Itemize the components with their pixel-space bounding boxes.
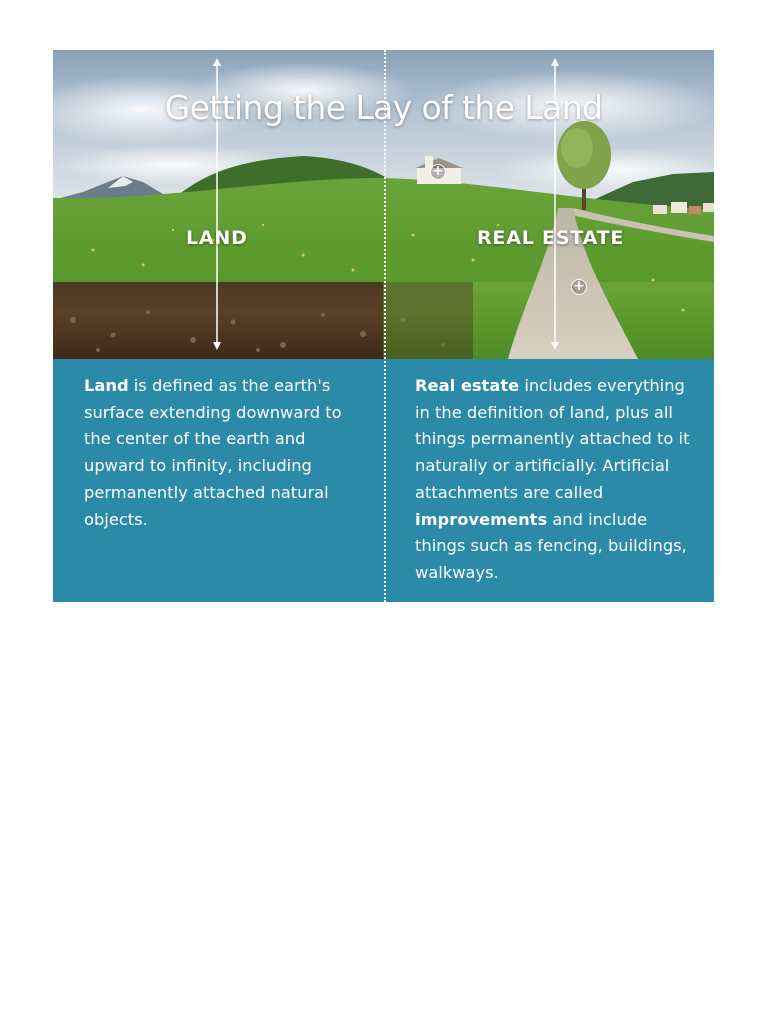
plus-circle-icon: +: [571, 279, 587, 295]
real-estate-definition-text-2: and include things such as fencing, buildings, walkways.: [415, 509, 687, 582]
real-estate-definition-text-1: includes everything in the definition of land, plus all things permanently attached to it naturally or artificially. Artificial attachments are called: [415, 376, 690, 502]
center-divider: [384, 50, 386, 602]
plus-circle-icon: +: [430, 164, 446, 180]
land-definition-text: is defined as the earth's surface extending downward to the center of the earth and upward to infinity, including permanently attached natural objects.: [84, 376, 342, 529]
land-definition: [84, 373, 369, 533]
real-estate-term: Real estate: [415, 376, 520, 395]
page-title: Getting the Lay of the Land: [164, 88, 603, 127]
real-estate-definition: [415, 373, 700, 587]
real-estate-label: REAL ESTATE: [477, 227, 625, 249]
land-label: LAND: [186, 227, 248, 249]
infographic-card: [53, 50, 714, 602]
land-term: Land: [84, 376, 129, 395]
improvements-term: improvements: [415, 509, 548, 529]
